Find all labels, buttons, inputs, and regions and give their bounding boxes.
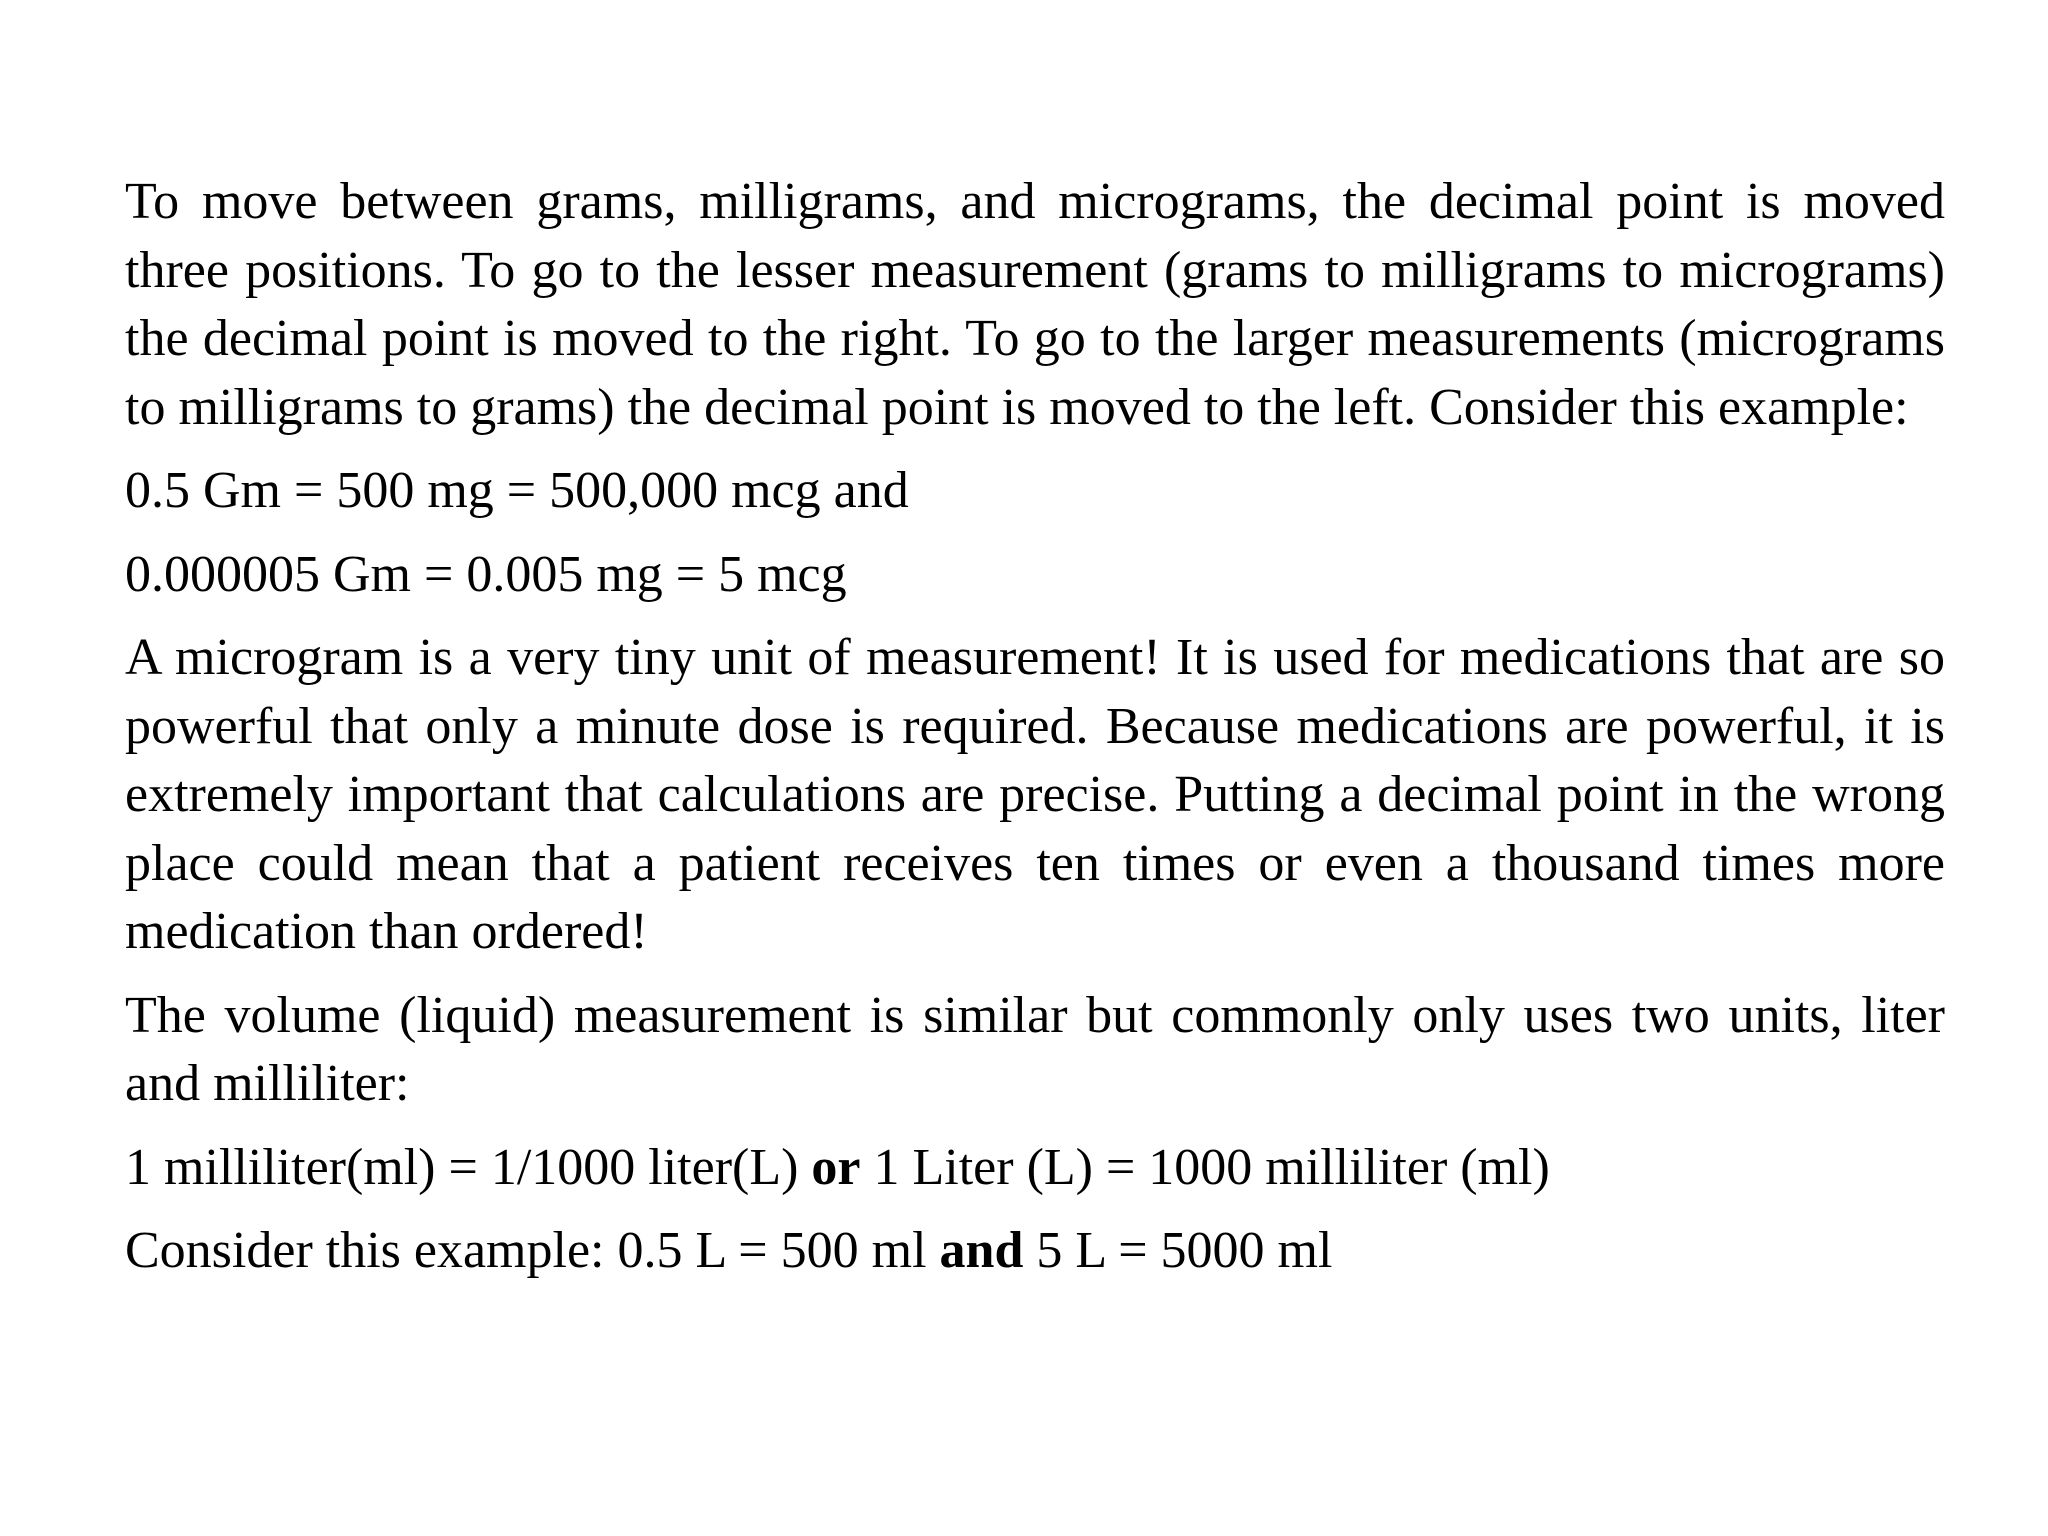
paragraph-microgram-warning: A microgram is a very tiny unit of measurement! It is used for medications that are so powerful that only a minute dose is required. Because medications are powerful, it is extremely important that calculations are precise. Putting a decimal point in the wrong place could mean that a patient receives ten times or even a thousand times more medication than ordered!	[125, 629, 1945, 960]
example-line-grams: 0.5 Gm = 500 mg = 500,000 mcg and	[125, 462, 909, 519]
conversion-line	[125, 1134, 1945, 1203]
final-example-part-b: 5 L = 5000 ml	[1023, 1222, 1333, 1279]
conversion-or: or	[811, 1138, 861, 1196]
final-example-and: and	[939, 1222, 1024, 1279]
paragraph-volume-measurement: The volume (liquid) measurement is similar but commonly only uses two units, liter and milliliter:	[125, 986, 1945, 1112]
final-example-line	[125, 1217, 1945, 1286]
conversion-part-a: 1 milliliter(ml) = 1/1000 liter(L)	[125, 1138, 812, 1196]
paragraph-decimal-movement: To move between grams, milligrams, and micrograms, the decimal point is moved three positions. To go to the lesser measurement (grams to milligrams to micrograms) the decimal point is moved to the right. To go to the larger measurements (micrograms to milligrams to grams) the decimal point is moved to the left. Consider this example:	[125, 173, 1945, 436]
example-line-micrograms: 0.000005 Gm = 0.005 mg = 5 mcg	[125, 545, 847, 603]
conversion-part-b: 1 Liter (L) = 1000 milliliter (ml)	[860, 1138, 1550, 1196]
slide-body	[125, 168, 1945, 1301]
final-example-part-a: Consider this example: 0.5 L = 500 ml	[125, 1222, 940, 1279]
